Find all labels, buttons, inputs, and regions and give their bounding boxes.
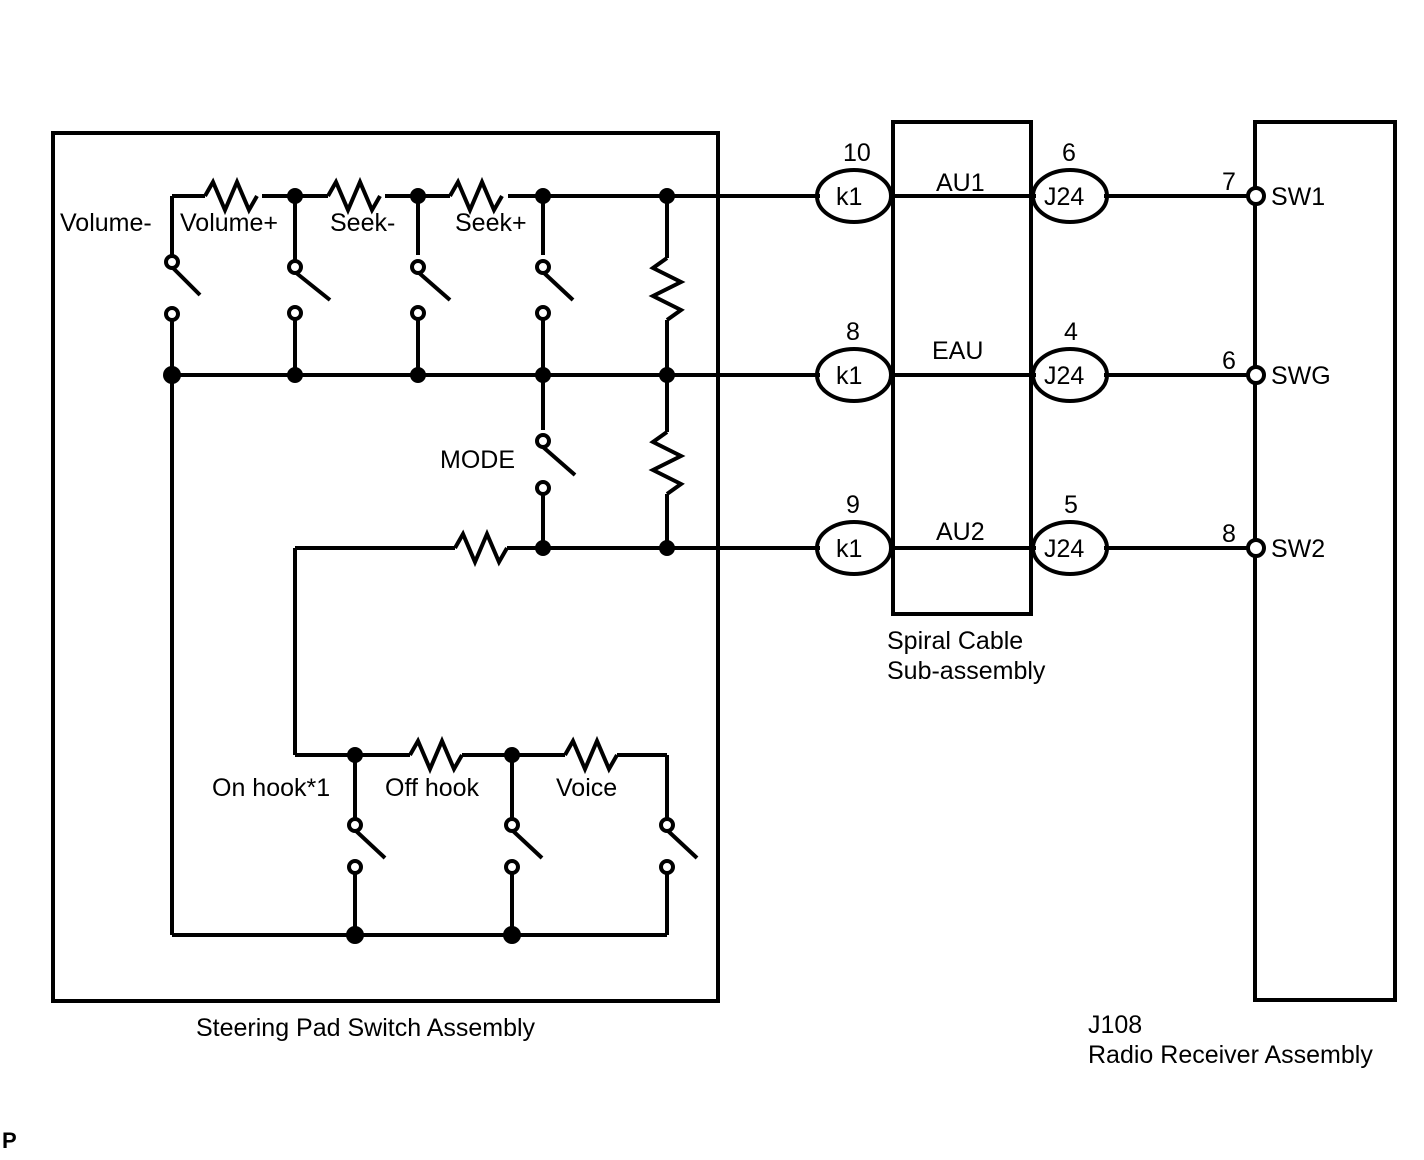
steering-pad-box <box>53 133 718 1001</box>
pin-number-left-1: 10 <box>843 139 871 167</box>
pin-number-right-1: 6 <box>1062 139 1076 167</box>
signal-label-eau: EAU <box>932 337 984 365</box>
radio-pin-2: 6 <box>1222 347 1236 375</box>
caption-steering-pad: Steering Pad Switch Assembly <box>196 1014 536 1042</box>
caption-radio-line1: J108 <box>1088 1011 1143 1039</box>
pin-number-left-2: 8 <box>846 318 860 346</box>
connector-label-left-1: k1 <box>836 183 863 211</box>
signal-label-au2: AU2 <box>936 518 985 546</box>
switch-label-volume-plus: Volume+ <box>180 209 278 237</box>
caption-spiral-cable-line1: Spiral Cable <box>887 627 1024 655</box>
connector-label-right-1: J24 <box>1044 183 1085 211</box>
caption-spiral-cable-line2: Sub-assembly <box>887 657 1046 685</box>
switch-label-on-hook: On hook*1 <box>212 774 331 802</box>
switch-label-seek-plus: Seek+ <box>455 209 527 237</box>
radio-terminal-sw1: SW1 <box>1271 183 1326 211</box>
radio-pin-3: 8 <box>1222 520 1236 548</box>
switch-label-voice: Voice <box>556 774 618 802</box>
pin-number-right-2: 4 <box>1064 318 1078 346</box>
radio-terminal-swg: SWG <box>1271 362 1331 390</box>
pin-number-left-3: 9 <box>846 491 860 519</box>
connector-label-left-3: k1 <box>836 535 863 563</box>
switch-label-mode: MODE <box>440 446 515 474</box>
radio-pin-1: 7 <box>1222 168 1236 196</box>
connector-label-right-3: J24 <box>1044 535 1085 563</box>
signal-label-au1: AU1 <box>936 169 985 197</box>
radio-terminal-sw2: SW2 <box>1271 535 1326 563</box>
switch-label-seek-minus: Seek- <box>330 209 396 237</box>
pin-number-right-3: 5 <box>1064 491 1078 519</box>
switch-label-volume-minus: Volume- <box>60 209 152 237</box>
connector-label-left-2: k1 <box>836 362 863 390</box>
corner-mark: P <box>2 1128 17 1153</box>
connector-label-right-2: J24 <box>1044 362 1085 390</box>
caption-radio-line2: Radio Receiver Assembly <box>1088 1041 1373 1069</box>
switch-label-off-hook: Off hook <box>385 774 480 802</box>
